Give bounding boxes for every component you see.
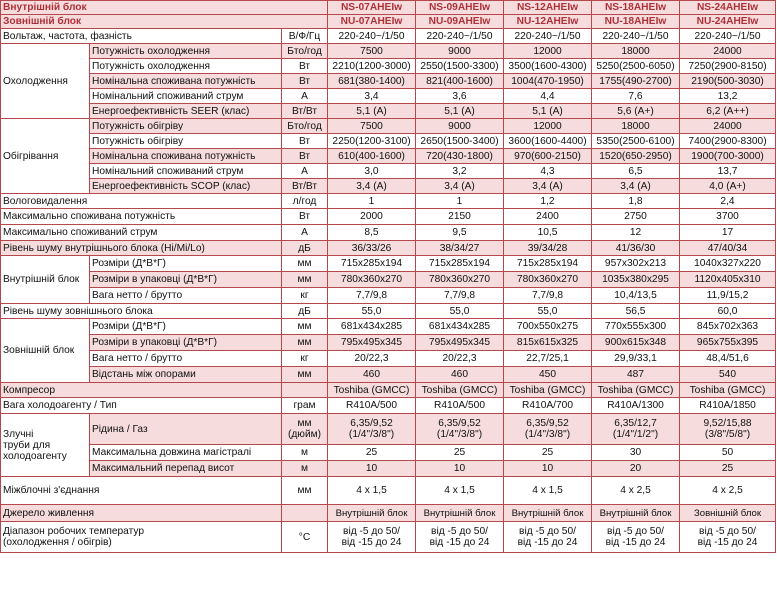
pipes-line-2: труби для — [3, 439, 51, 451]
value-cell: 4,4 — [504, 89, 592, 104]
table-row — [1, 304, 776, 319]
row-label: Джерело живлення — [1, 505, 282, 522]
value-cell: 681x434x285 — [328, 319, 416, 335]
value-cell: 681x434x285 — [416, 319, 504, 335]
line-2: від -15 до 24 — [429, 537, 490, 548]
table-row — [1, 1, 776, 15]
unit-cell: Вт — [282, 134, 328, 149]
row-label: Максимально споживана потужність — [1, 209, 282, 225]
table-row — [1, 445, 776, 461]
value-cell — [328, 414, 416, 445]
value-cell: 1040x327x220 — [680, 256, 776, 272]
outdoor-unit-header: Зовнішній блок — [1, 15, 328, 29]
value-cell: 13,7 — [680, 164, 776, 179]
value-cell: 10 — [416, 461, 504, 477]
line-2: (дюйм) — [287, 429, 322, 440]
value-cell — [416, 522, 504, 553]
outdoor-model: NU-12AHEIw — [504, 15, 592, 29]
table-row — [1, 15, 776, 29]
value-cell: 5,6 (А+) — [592, 104, 680, 119]
row-label: Відстань між опорами — [90, 367, 282, 383]
pipes-line-3: холодоагенту — [3, 450, 67, 462]
value-cell: 7500 — [328, 44, 416, 59]
value-cell: 24000 — [680, 44, 776, 59]
unit-cell: мм — [282, 477, 328, 505]
value-cell: 1520(650-2950) — [592, 149, 680, 164]
value-cell: 2190(500-3030) — [680, 74, 776, 89]
table-row — [1, 335, 776, 351]
indoor-model: NS-07AHEIw — [328, 1, 416, 15]
value-cell: 3,4 (А) — [592, 179, 680, 194]
unit-cell: Бто/год — [282, 44, 328, 59]
row-label: Розміри (Д*В*Г) — [90, 319, 282, 335]
row-label: Вага нетто / брутто — [90, 351, 282, 367]
row-label: Рідина / Газ — [90, 414, 282, 445]
value-cell: 460 — [328, 367, 416, 383]
value-cell: 2150 — [416, 209, 504, 225]
table-row — [1, 194, 776, 209]
value-cell: Внутрішній блок — [416, 505, 504, 522]
value-cell: 18000 — [592, 119, 680, 134]
value-cell: 10 — [504, 461, 592, 477]
value-cell: 7,6 — [592, 89, 680, 104]
unit-cell: Вт — [282, 149, 328, 164]
unit-cell — [282, 383, 328, 398]
value-cell: 5,1 (А) — [328, 104, 416, 119]
line-1: 6,35/9,52 — [526, 418, 569, 429]
line-1: Діапазон робочих температур — [3, 526, 145, 537]
unit-cell: А — [282, 164, 328, 179]
value-cell: 10,5 — [504, 225, 592, 241]
unit-cell: л/год — [282, 194, 328, 209]
value-cell: 25 — [504, 445, 592, 461]
table-row — [1, 59, 776, 74]
value-cell: 2,4 — [680, 194, 776, 209]
value-cell: 4 x 2,5 — [680, 477, 776, 505]
value-cell: 30 — [592, 445, 680, 461]
unit-cell: м — [282, 445, 328, 461]
value-cell: R410A/500 — [416, 398, 504, 414]
value-cell: 1 — [416, 194, 504, 209]
value-cell: 56,5 — [592, 304, 680, 319]
line-2: від -15 до 24 — [697, 537, 758, 548]
table-row — [1, 104, 776, 119]
value-cell: 8,5 — [328, 225, 416, 241]
table-row — [1, 89, 776, 104]
value-cell: 48,4/51,6 — [680, 351, 776, 367]
unit-cell: °С — [282, 522, 328, 553]
value-cell: 1120x405x310 — [680, 272, 776, 288]
row-label — [1, 522, 282, 553]
value-cell: 681(380-1400) — [328, 74, 416, 89]
value-cell: 11,9/15,2 — [680, 288, 776, 304]
value-cell: 50 — [680, 445, 776, 461]
value-cell: 4 x 1,5 — [416, 477, 504, 505]
value-cell: 3,4 (А) — [504, 179, 592, 194]
value-cell: 821(400-1600) — [416, 74, 504, 89]
value-cell — [680, 414, 776, 445]
line-1: від -5 до 50/ — [699, 526, 756, 537]
table-row — [1, 319, 776, 335]
table-row — [1, 414, 776, 445]
value-cell: Toshiba (GMCC) — [504, 383, 592, 398]
unit-cell: Вт — [282, 59, 328, 74]
line-1: 9,52/15,88 — [703, 418, 752, 429]
table-row — [1, 272, 776, 288]
indoor-unit-header: Внутрішній блок — [1, 1, 328, 15]
row-label: Номінальний споживаний струм — [90, 164, 282, 179]
value-cell: 2650(1500-3400) — [416, 134, 504, 149]
value-cell: 9000 — [416, 44, 504, 59]
value-cell: Внутрішній блок — [592, 505, 680, 522]
value-cell: 3500(1600-4300) — [504, 59, 592, 74]
value-cell: 20/22,3 — [416, 351, 504, 367]
table-row — [1, 225, 776, 241]
value-cell: 6,2 (А++) — [680, 104, 776, 119]
row-label: Вага нетто / брутто — [90, 288, 282, 304]
row-label: Вольтаж, частота, фазність — [1, 29, 282, 44]
value-cell: 770x555x300 — [592, 319, 680, 335]
value-cell: 20 — [592, 461, 680, 477]
table-row — [1, 367, 776, 383]
value-cell: 1,8 — [592, 194, 680, 209]
value-cell: 7500 — [328, 119, 416, 134]
value-cell: 220-240~/1/50 — [416, 29, 504, 44]
line-1: 6,35/9,52 — [350, 418, 393, 429]
row-label: Рівень шуму внутрішнього блока (Hi/Mi/Lo) — [1, 241, 282, 256]
unit-cell: мм — [282, 256, 328, 272]
value-cell: 1004(470-1950) — [504, 74, 592, 89]
group-label: Зовнішній блок — [1, 319, 90, 383]
value-cell: 55,0 — [328, 304, 416, 319]
value-cell: 540 — [680, 367, 776, 383]
value-cell: 25 — [328, 445, 416, 461]
value-cell: 4,0 (А+) — [680, 179, 776, 194]
value-cell: 220-240~/1/50 — [504, 29, 592, 44]
line-2: (1/4"/3/8") — [524, 429, 571, 440]
row-label: Максимальна довжина магістралі — [90, 445, 282, 461]
value-cell: 795x495x345 — [416, 335, 504, 351]
outdoor-model: NU-07AHEIw — [328, 15, 416, 29]
value-cell: 4 x 2,5 — [592, 477, 680, 505]
line-2: (3/8"/5/8") — [704, 429, 751, 440]
row-label: Енергоефективність SCOP (клас) — [90, 179, 282, 194]
row-label: Максимальний перепад висот — [90, 461, 282, 477]
row-label: Енергоефективність SEER (клас) — [90, 104, 282, 119]
line-2: (1/4"/3/8") — [348, 429, 395, 440]
value-cell: Toshiba (GMCC) — [416, 383, 504, 398]
value-cell: 1 — [328, 194, 416, 209]
line-1: від -5 до 50/ — [607, 526, 664, 537]
value-cell: 965x755x395 — [680, 335, 776, 351]
unit-cell — [282, 505, 328, 522]
value-cell: 450 — [504, 367, 592, 383]
row-label: Номінальний споживаний струм — [90, 89, 282, 104]
value-cell: 3,4 (А) — [416, 179, 504, 194]
value-cell: 55,0 — [504, 304, 592, 319]
value-cell: 3,6 — [416, 89, 504, 104]
value-cell: 36/33/26 — [328, 241, 416, 256]
indoor-model: NS-12AHEIw — [504, 1, 592, 15]
value-cell: 5,1 (А) — [504, 104, 592, 119]
value-cell: 2750 — [592, 209, 680, 225]
table-row — [1, 477, 776, 505]
value-cell: R410A/1850 — [680, 398, 776, 414]
value-cell: 715x285x194 — [504, 256, 592, 272]
value-cell — [504, 522, 592, 553]
line-2: від -15 до 24 — [517, 537, 578, 548]
value-cell: 12 — [592, 225, 680, 241]
table-row — [1, 398, 776, 414]
table-row — [1, 119, 776, 134]
value-cell — [592, 414, 680, 445]
table-row — [1, 149, 776, 164]
value-cell: 220-240~/1/50 — [328, 29, 416, 44]
value-cell: 47/40/34 — [680, 241, 776, 256]
value-cell: 7,7/9,8 — [416, 288, 504, 304]
value-cell: Внутрішній блок — [504, 505, 592, 522]
line-2: від -15 до 24 — [341, 537, 402, 548]
unit-cell: мм — [282, 335, 328, 351]
line-2: (1/4"/3/8") — [436, 429, 483, 440]
value-cell: 17 — [680, 225, 776, 241]
value-cell: 2000 — [328, 209, 416, 225]
value-cell: 7,7/9,8 — [328, 288, 416, 304]
table-row — [1, 505, 776, 522]
value-cell: 780x360x270 — [504, 272, 592, 288]
outdoor-model: NU-09AHEIw — [416, 15, 504, 29]
unit-cell: В/Ф/Гц — [282, 29, 328, 44]
unit-cell: мм — [282, 319, 328, 335]
value-cell: 720(430-1800) — [416, 149, 504, 164]
value-cell: 41/36/30 — [592, 241, 680, 256]
value-cell: 55,0 — [416, 304, 504, 319]
line-2: (1/4"/1/2") — [612, 429, 659, 440]
row-label: Номінальна споживана потужність — [90, 149, 282, 164]
value-cell: 7400(2900-8300) — [680, 134, 776, 149]
value-cell: 25 — [416, 445, 504, 461]
value-cell: 845x702x363 — [680, 319, 776, 335]
value-cell: 780x360x270 — [416, 272, 504, 288]
value-cell: R410A/1300 — [592, 398, 680, 414]
value-cell: 610(400-1600) — [328, 149, 416, 164]
table-row — [1, 209, 776, 225]
value-cell: 20/22,3 — [328, 351, 416, 367]
line-1: від -5 до 50/ — [431, 526, 488, 537]
unit-cell: кг — [282, 288, 328, 304]
row-label: Розміри (Д*В*Г) — [90, 256, 282, 272]
value-cell: 795x495x345 — [328, 335, 416, 351]
outdoor-model: NU-18AHEIw — [592, 15, 680, 29]
unit-cell: Вт/Вт — [282, 104, 328, 119]
value-cell: 2400 — [504, 209, 592, 225]
outdoor-model: NU-24AHEIw — [680, 15, 776, 29]
value-cell: 3,2 — [416, 164, 504, 179]
value-cell: 957x302x213 — [592, 256, 680, 272]
value-cell: 25 — [680, 461, 776, 477]
value-cell: 39/34/28 — [504, 241, 592, 256]
value-cell — [592, 522, 680, 553]
table-row — [1, 351, 776, 367]
line-1: від -5 до 50/ — [343, 526, 400, 537]
value-cell: 3700 — [680, 209, 776, 225]
unit-cell: Бто/год — [282, 119, 328, 134]
table-row — [1, 256, 776, 272]
row-label: Вага холодоагенту / Тип — [1, 398, 282, 414]
value-cell: 6,5 — [592, 164, 680, 179]
value-cell: 5250(2500-6050) — [592, 59, 680, 74]
value-cell: 815x615x325 — [504, 335, 592, 351]
unit-cell: А — [282, 89, 328, 104]
value-cell: 900x615x348 — [592, 335, 680, 351]
value-cell: Toshiba (GMCC) — [328, 383, 416, 398]
table-row — [1, 74, 776, 89]
line-2: від -15 до 24 — [605, 537, 666, 548]
value-cell: Внутрішній блок — [328, 505, 416, 522]
value-cell — [328, 522, 416, 553]
row-label: Рівень шуму зовнішнього блока — [1, 304, 282, 319]
value-cell: 2550(1500-3300) — [416, 59, 504, 74]
value-cell: R410A/700 — [504, 398, 592, 414]
table-row — [1, 383, 776, 398]
value-cell: Toshiba (GMCC) — [592, 383, 680, 398]
value-cell — [504, 414, 592, 445]
value-cell: 4 x 1,5 — [504, 477, 592, 505]
value-cell: 5,1 (А) — [416, 104, 504, 119]
table-row — [1, 522, 776, 553]
unit-cell: м — [282, 461, 328, 477]
value-cell: 970(600-2150) — [504, 149, 592, 164]
value-cell: 9,5 — [416, 225, 504, 241]
unit-cell: Вт — [282, 74, 328, 89]
row-label: Максимально споживаний струм — [1, 225, 282, 241]
table-row — [1, 29, 776, 44]
line-1: мм — [297, 418, 312, 429]
value-cell: 12000 — [504, 44, 592, 59]
row-label: Розміри в упаковці (Д*В*Г) — [90, 335, 282, 351]
value-cell: 4,3 — [504, 164, 592, 179]
row-label: Потужність обігріву — [90, 119, 282, 134]
value-cell: 2210(1200-3000) — [328, 59, 416, 74]
line-1: від -5 до 50/ — [519, 526, 576, 537]
value-cell: 3,0 — [328, 164, 416, 179]
value-cell: 60,0 — [680, 304, 776, 319]
value-cell: 1,2 — [504, 194, 592, 209]
value-cell: 12000 — [504, 119, 592, 134]
table-row — [1, 134, 776, 149]
value-cell: 4 x 1,5 — [328, 477, 416, 505]
row-label: Потужність охолодження — [90, 59, 282, 74]
value-cell: 780x360x270 — [328, 272, 416, 288]
value-cell: 7250(2900-8150) — [680, 59, 776, 74]
table-row — [1, 461, 776, 477]
table-row — [1, 44, 776, 59]
unit-cell: мм — [282, 367, 328, 383]
line-2: (охолодження / обігрів) — [3, 537, 112, 548]
unit-cell: Вт/Вт — [282, 179, 328, 194]
group-label — [1, 414, 90, 477]
value-cell: 487 — [592, 367, 680, 383]
value-cell — [416, 414, 504, 445]
unit-cell: грам — [282, 398, 328, 414]
row-label: Компресор — [1, 383, 282, 398]
value-cell: 715x285x194 — [416, 256, 504, 272]
value-cell: 38/34/27 — [416, 241, 504, 256]
value-cell: Toshiba (GMCC) — [680, 383, 776, 398]
value-cell: 3,4 — [328, 89, 416, 104]
value-cell: 7,7/9,8 — [504, 288, 592, 304]
indoor-model: NS-09AHEIw — [416, 1, 504, 15]
value-cell: 1035x380x295 — [592, 272, 680, 288]
value-cell: 9000 — [416, 119, 504, 134]
value-cell — [680, 522, 776, 553]
unit-cell: дБ — [282, 304, 328, 319]
value-cell: 29,9/33,1 — [592, 351, 680, 367]
value-cell: R410A/500 — [328, 398, 416, 414]
value-cell: 10 — [328, 461, 416, 477]
value-cell: 18000 — [592, 44, 680, 59]
unit-cell — [282, 414, 328, 445]
pipes-line-1: Злучні — [3, 428, 34, 440]
unit-cell: мм — [282, 272, 328, 288]
value-cell: 13,2 — [680, 89, 776, 104]
group-label: Обігрівання — [1, 119, 90, 194]
value-cell: 5350(2500-6100) — [592, 134, 680, 149]
value-cell: 10,4/13,5 — [592, 288, 680, 304]
value-cell: 715x285x194 — [328, 256, 416, 272]
indoor-model: NS-24AHEIw — [680, 1, 776, 15]
value-cell: Зовнішній блок — [680, 505, 776, 522]
unit-cell: кг — [282, 351, 328, 367]
value-cell: 700x550x275 — [504, 319, 592, 335]
line-1: 6,35/9,52 — [438, 418, 481, 429]
value-cell: 24000 — [680, 119, 776, 134]
value-cell: 1755(490-2700) — [592, 74, 680, 89]
value-cell: 220-240~/1/50 — [680, 29, 776, 44]
unit-cell: дБ — [282, 241, 328, 256]
line-1: 6,35/12,7 — [614, 418, 657, 429]
unit-cell: Вт — [282, 209, 328, 225]
group-label: Охолодження — [1, 44, 90, 119]
row-label: Номінальна споживана потужність — [90, 74, 282, 89]
row-label: Вологовидалення — [1, 194, 282, 209]
value-cell: 3600(1600-4400) — [504, 134, 592, 149]
row-label: Міжблочні з'єднання — [1, 477, 282, 505]
table-row — [1, 288, 776, 304]
value-cell: 460 — [416, 367, 504, 383]
row-label: Потужність охолодження — [90, 44, 282, 59]
table-row — [1, 241, 776, 256]
value-cell: 3,4 (А) — [328, 179, 416, 194]
row-label: Потужність обігріву — [90, 134, 282, 149]
value-cell: 220-240~/1/50 — [592, 29, 680, 44]
table-row — [1, 179, 776, 194]
unit-cell: А — [282, 225, 328, 241]
value-cell: 1900(700-3000) — [680, 149, 776, 164]
group-label: Внутрішній блок — [1, 256, 90, 304]
table-row — [1, 164, 776, 179]
value-cell: 22,7/25,1 — [504, 351, 592, 367]
indoor-model: NS-18AHEIw — [592, 1, 680, 15]
value-cell: 2250(1200-3100) — [328, 134, 416, 149]
row-label: Розміри в упаковці (Д*В*Г) — [90, 272, 282, 288]
